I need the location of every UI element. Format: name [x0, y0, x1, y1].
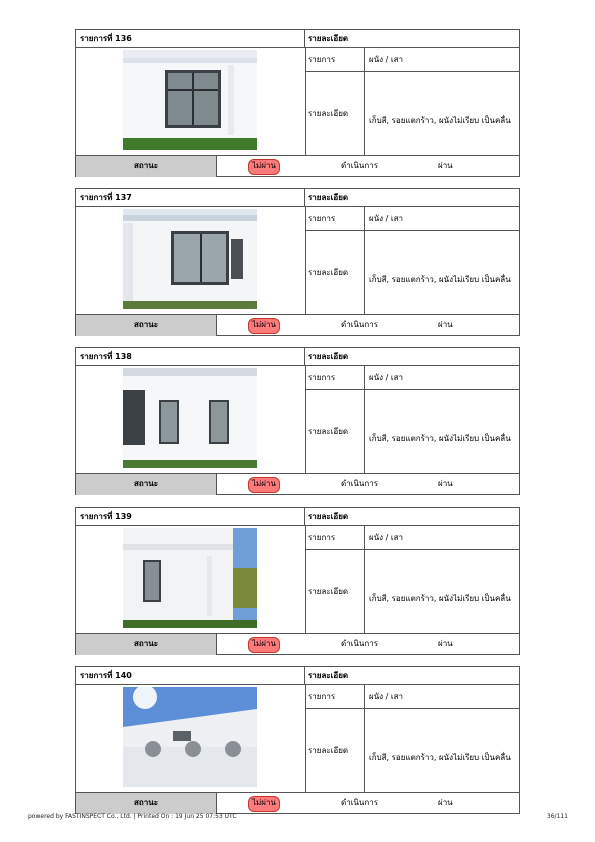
item-title: รายการที่ 140 [76, 667, 305, 684]
status-label: สถานะ [76, 474, 217, 495]
status-fail-option[interactable]: ไม่ผ่าน [248, 318, 280, 334]
status-pass-option[interactable]: ผ่าน [438, 639, 453, 648]
detail-label: รายละเอียด [305, 230, 365, 314]
item-title: รายการที่ 137 [76, 189, 305, 206]
status-fail-option[interactable]: ไม่ผ่าน [248, 477, 280, 493]
inspection-card [75, 507, 520, 655]
detail-header: รายละเอียด [308, 352, 349, 361]
status-label: สถานะ [76, 156, 217, 177]
detail-label: รายละเอียด [305, 71, 365, 155]
inspection-photo[interactable] [123, 368, 257, 468]
footer-text: powered by FASTINSPECT Co., Ltd. | Printed On : 19 Jun 25 07:53 UTC [28, 813, 237, 820]
page-number: 36/111 [546, 813, 568, 820]
status-pass-option[interactable]: ผ่าน [438, 161, 453, 170]
status-label: สถานะ [76, 793, 217, 814]
detail-header: รายละเอียด [308, 34, 349, 43]
status-fail-option[interactable]: ไม่ผ่าน [248, 637, 280, 653]
item-value: ผนัง / เสา [369, 532, 403, 542]
inspection-card [75, 29, 520, 177]
item-label: รายการ [305, 47, 365, 71]
item-value: ผนัง / เสา [369, 691, 403, 701]
inspection-photo[interactable] [123, 528, 257, 628]
detail-value: เก็บสี, รอยแตกร้าว, ผนังไม่เรียบ เป็นคลื่น [369, 274, 511, 284]
status-pass-option[interactable]: ผ่าน [438, 479, 453, 488]
status-fail-option[interactable]: ไม่ผ่าน [248, 159, 280, 175]
detail-header: รายละเอียด [308, 671, 349, 680]
inspection-card [75, 188, 520, 336]
status-in-progress-option[interactable]: ดำเนินการ [341, 161, 378, 170]
status-in-progress-option[interactable]: ดำเนินการ [341, 320, 378, 329]
item-label: รายการ [305, 525, 365, 549]
inspection-photo[interactable] [123, 687, 257, 787]
status-fail-option[interactable]: ไม่ผ่าน [248, 796, 280, 812]
status-in-progress-option[interactable]: ดำเนินการ [341, 479, 378, 488]
item-title: รายการที่ 138 [76, 348, 305, 365]
detail-label: รายละเอียด [305, 389, 365, 473]
detail-value: เก็บสี, รอยแตกร้าว, ผนังไม่เรียบ เป็นคลื่น [369, 433, 511, 443]
detail-header: รายละเอียด [308, 193, 349, 202]
status-pass-option[interactable]: ผ่าน [438, 320, 453, 329]
item-value: ผนัง / เสา [369, 54, 403, 64]
status-in-progress-option[interactable]: ดำเนินการ [341, 639, 378, 648]
detail-value: เก็บสี, รอยแตกร้าว, ผนังไม่เรียบ เป็นคลื่น [369, 593, 511, 603]
inspection-photo[interactable] [123, 50, 257, 150]
item-title: รายการที่ 139 [76, 508, 305, 525]
inspection-card [75, 666, 520, 814]
detail-label: รายละเอียด [305, 549, 365, 633]
item-title: รายการที่ 136 [76, 30, 305, 47]
detail-value: เก็บสี, รอยแตกร้าว, ผนังไม่เรียบ เป็นคลื่น [369, 752, 511, 762]
detail-header: รายละเอียด [308, 512, 349, 521]
inspection-card [75, 347, 520, 495]
item-label: รายการ [305, 206, 365, 230]
item-value: ผนัง / เสา [369, 372, 403, 382]
item-value: ผนัง / เสา [369, 213, 403, 223]
item-label: รายการ [305, 684, 365, 708]
detail-label: รายละเอียด [305, 708, 365, 792]
status-label: สถานะ [76, 634, 217, 655]
item-label: รายการ [305, 365, 365, 389]
status-label: สถานะ [76, 315, 217, 336]
detail-value: เก็บสี, รอยแตกร้าว, ผนังไม่เรียบ เป็นคลื่น [369, 115, 511, 125]
status-pass-option[interactable]: ผ่าน [438, 798, 453, 807]
inspection-photo[interactable] [123, 209, 257, 309]
status-in-progress-option[interactable]: ดำเนินการ [341, 798, 378, 807]
